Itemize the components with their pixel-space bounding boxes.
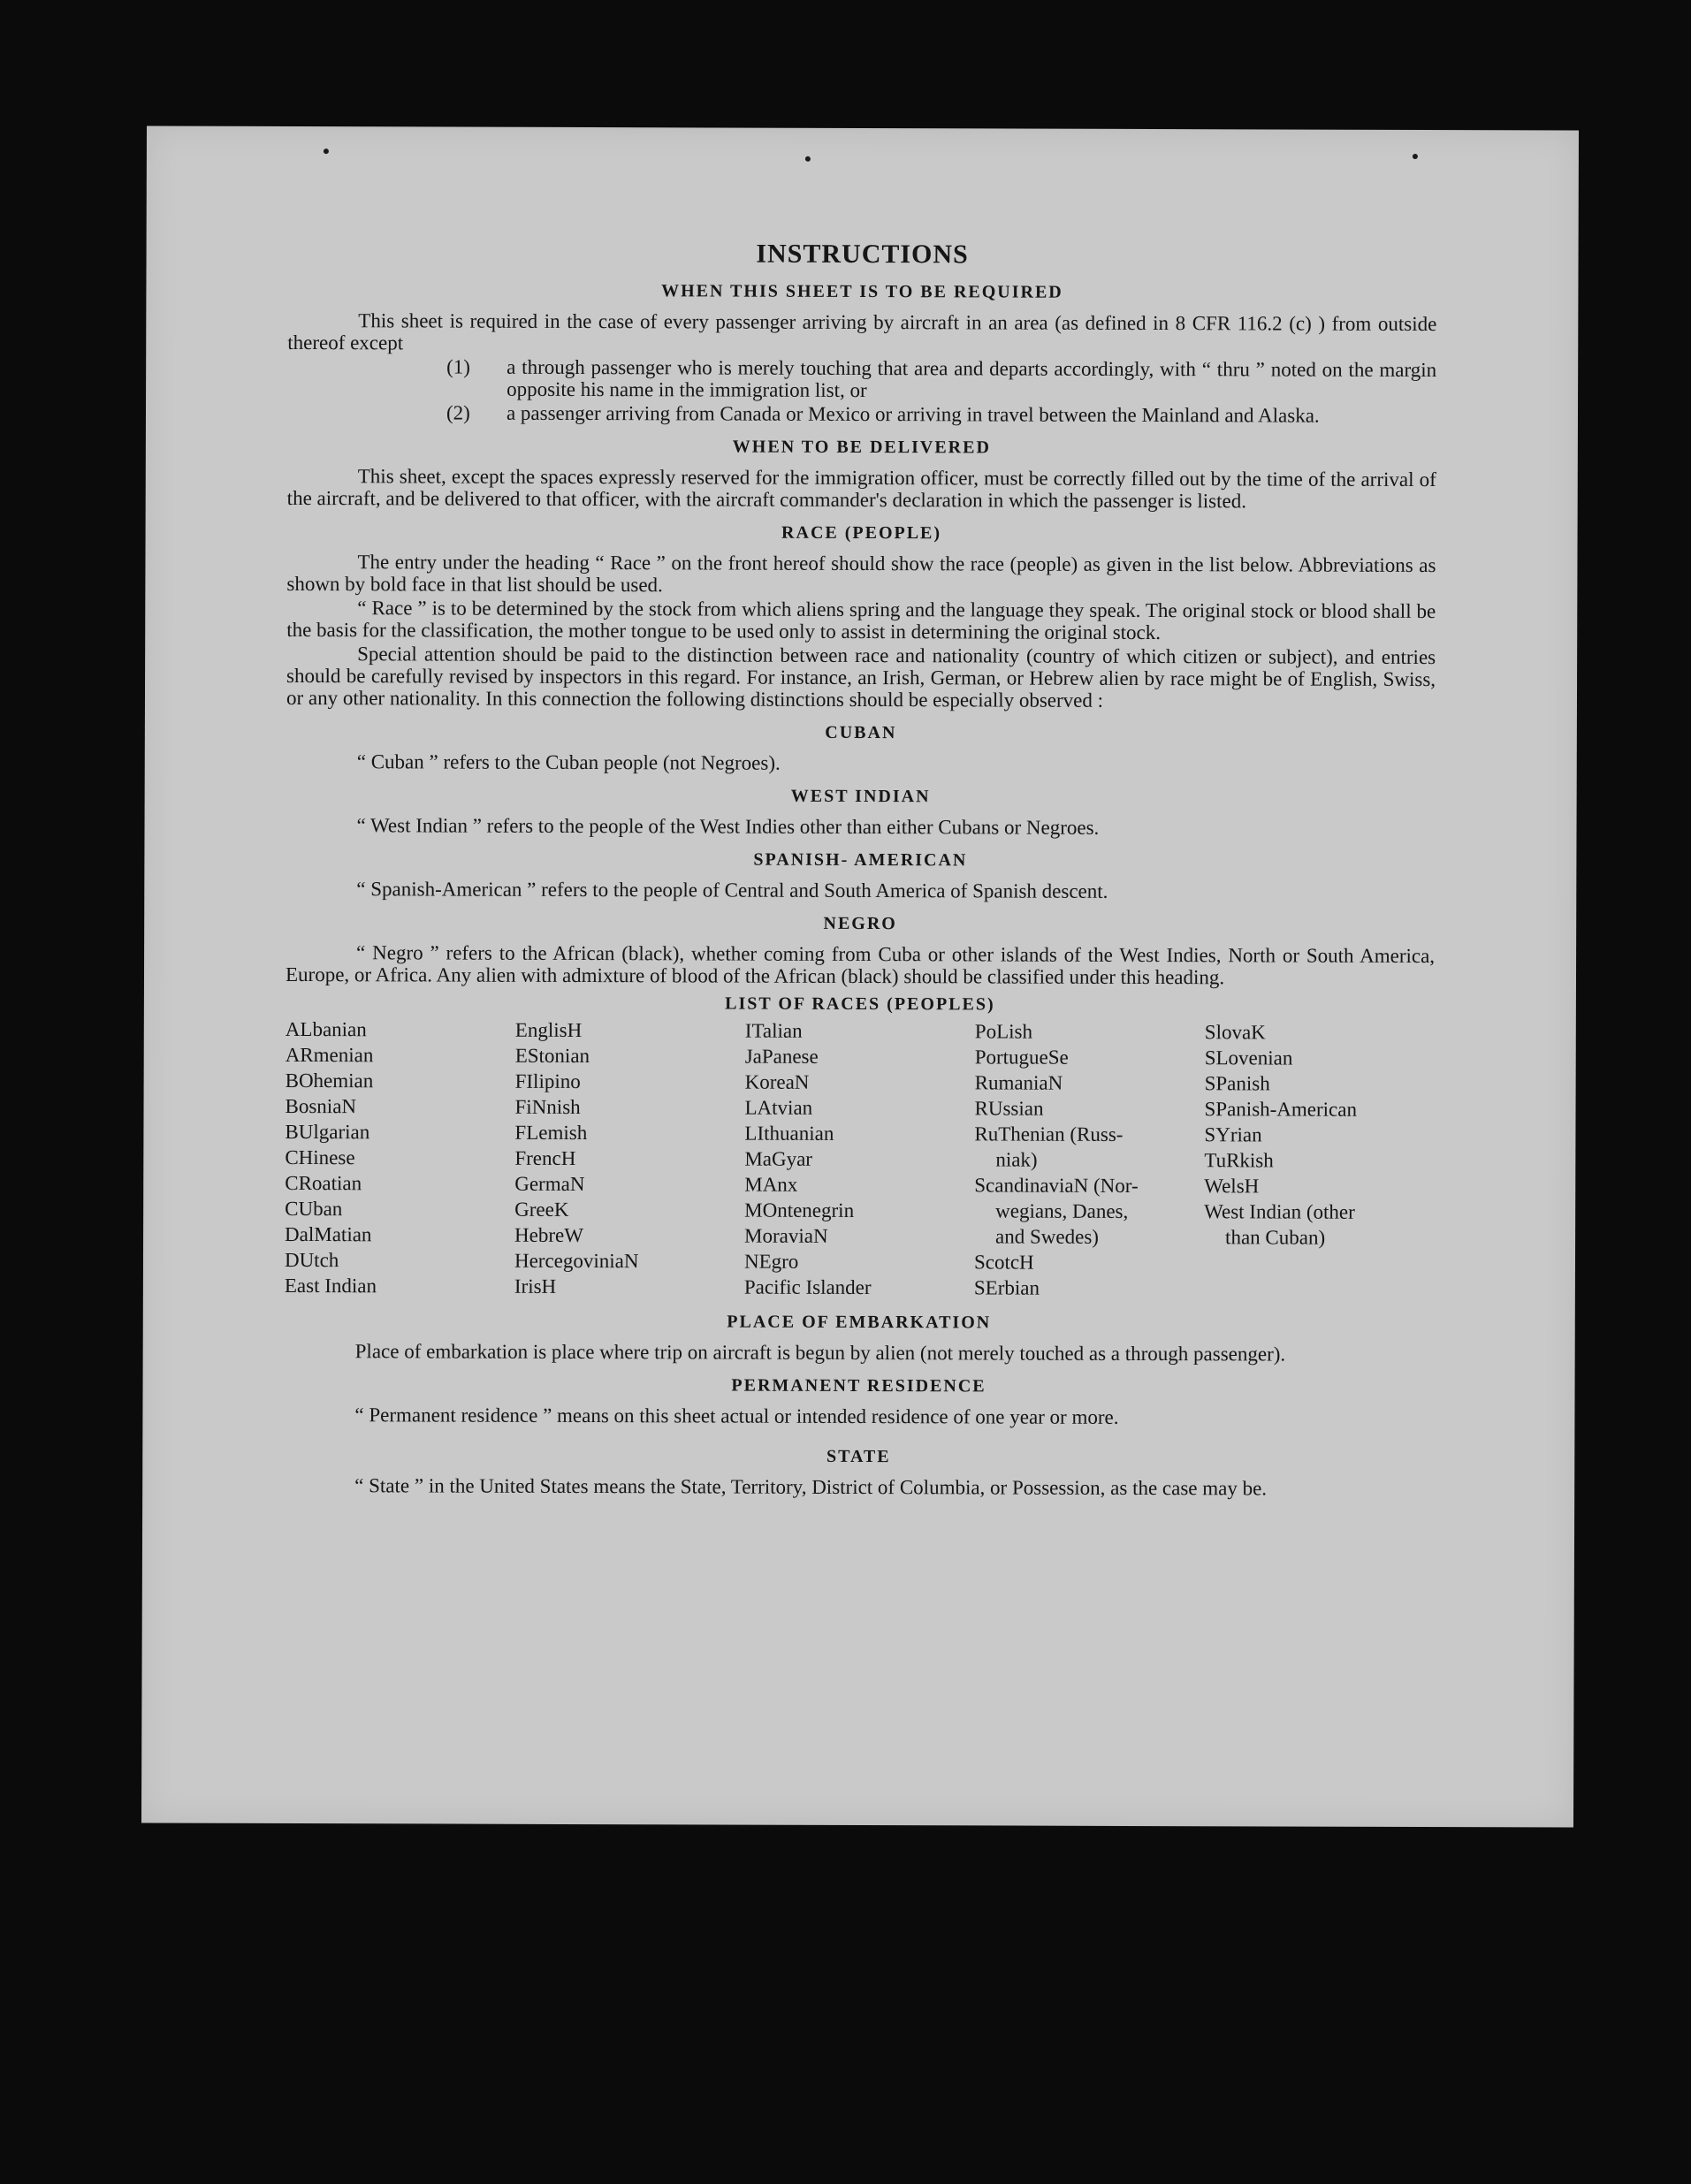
paragraph: The entry under the heading “ Race ” on the front hereof should show the race (people) as given in the list below. Abbreviations as shown by bold face in that list should be used. <box>286 551 1436 597</box>
race-item: KoreaN <box>744 1070 810 1093</box>
paragraph: “ Cuban ” refers to the Cuban people (not Negroes). <box>356 750 781 774</box>
paragraph: Place of embarkation is place where trip on aircraft is begun by alien (not merely touched as a through passenger). <box>354 1340 1286 1366</box>
instructions-content <box>284 238 1436 1502</box>
race-item: CUban <box>285 1197 343 1221</box>
section-heading: SPANISH- AMERICAN <box>753 849 968 871</box>
race-item: BOhemian <box>285 1069 374 1092</box>
race-item: SYrian <box>1204 1123 1262 1146</box>
paragraph: This sheet is required in the case of every passenger arriving by aircraft in an area (as defined in 8 CFR 116.2 (c) ) from outside thereof except <box>287 309 1437 354</box>
paragraph: Special attention should be paid to the distinction between race and nationality (country of which citizen or subject), and entries should be carefully revised by inspectors in this regard. For instance, an Irish, German, or Hebrew alien by race might be of English, Swiss, or any other nationality. In this connection the following distinctions should be especially observed : <box>286 643 1436 712</box>
paragraph: “ Race ” is to be determined by the stock from which aliens spring and the language they speak. The original stock or blood shall be the basis for the classification, the mother tongue to be used only to assist in determining the original stock. <box>286 597 1436 644</box>
paragraph: This sheet, except the spaces expressly reserved for the immigration officer, must be correctly filled out by the time of the arrival of the aircraft, and be delivered to that officer, with the aircraft commander's declaration in which the passenger is listed. <box>286 465 1436 513</box>
race-item: ScotcH <box>973 1251 1034 1274</box>
race-item: RumaniaN <box>974 1071 1063 1094</box>
race-item: PortugueSe <box>974 1046 1069 1069</box>
race-item: WelsH <box>1204 1175 1260 1198</box>
race-item: EnglisH <box>514 1018 583 1042</box>
race-column <box>285 1016 515 1299</box>
race-item: SlovaK <box>1204 1021 1266 1044</box>
race-column <box>744 1018 975 1301</box>
punch-mark <box>805 156 811 162</box>
section-heading: NEGRO <box>823 913 897 934</box>
race-item: ALbanian <box>285 1017 367 1041</box>
section-heading: PERMANENT RESIDENCE <box>731 1375 986 1396</box>
race-item: DUtch <box>284 1248 339 1272</box>
race-item: LAtvian <box>744 1096 813 1119</box>
race-item: RUssian <box>974 1097 1044 1120</box>
paragraph: “ Negro ” refers to the African (black), whether coming from Cuba or other islands of the West Indies, North or South America, Europe, or Africa. Any alien with admixture of blood of the African (black) should be classified under this heading. <box>285 941 1436 989</box>
race-item: GreeK <box>514 1198 569 1221</box>
race-item: HebreW <box>514 1223 584 1247</box>
race-item: LIthuanian <box>744 1122 834 1145</box>
race-item: MoraviaN <box>744 1224 828 1247</box>
item-number: (2) <box>446 401 470 424</box>
list-item <box>287 355 1436 403</box>
race-list <box>285 1016 1435 1302</box>
paragraph: “ West Indian ” refers to the people of the West Indies other than either Cubans or Negroes. <box>356 814 1100 839</box>
race-item: RuThenian (Russ- <box>974 1122 1124 1145</box>
race-item: NEgro <box>743 1250 799 1273</box>
race-item: EStonian <box>514 1044 590 1068</box>
section-heading: PLACE OF EMBARKATION <box>727 1312 992 1333</box>
race-item: ITalian <box>744 1019 803 1042</box>
race-item: SPanish-American <box>1204 1098 1358 1121</box>
race-item: SPanish <box>1204 1072 1270 1095</box>
section-heading: STATE <box>826 1446 891 1467</box>
race-item: ARmenian <box>285 1043 374 1067</box>
race-item: DalMatian <box>285 1222 372 1246</box>
race-column <box>1204 1019 1435 1302</box>
race-item: FrencH <box>514 1146 576 1169</box>
punch-mark <box>1413 154 1418 159</box>
race-item: wegians, Danes, <box>995 1199 1129 1222</box>
race-item: IrisH <box>514 1275 557 1297</box>
race-item: MAnx <box>744 1173 798 1196</box>
race-item: SLovenian <box>1204 1046 1293 1069</box>
paragraph: “ Spanish-American ” refers to the people of Central and South America of Spanish descent. <box>356 878 1108 902</box>
race-item: CHinese <box>285 1145 355 1169</box>
race-item: HercegoviniaN <box>514 1249 639 1273</box>
section-heading: WHEN THIS SHEET IS TO BE REQUIRED <box>661 281 1063 302</box>
section-heading: LIST OF RACES (PEOPLES) <box>725 993 995 1015</box>
race-item: FiNnish <box>514 1095 581 1119</box>
document-sheet <box>141 126 1579 1827</box>
punch-mark <box>324 148 329 154</box>
list-item <box>287 401 1436 427</box>
race-item: Pacific Islander <box>743 1275 872 1299</box>
race-item: MaGyar <box>744 1147 813 1170</box>
paragraph: “ State ” in the United States means the State, Territory, District of Columbia, or Possession, as the case may be. <box>354 1474 1268 1500</box>
race-item: than Cuban) <box>1225 1226 1326 1249</box>
section-heading: RACE (PEOPLE) <box>781 522 942 544</box>
race-column <box>514 1017 745 1300</box>
race-item: West Indian (other <box>1204 1200 1355 1223</box>
race-item: CRoatian <box>285 1171 362 1195</box>
page-title: INSTRUCTIONS <box>756 239 969 270</box>
section-heading: WHEN TO BE DELIVERED <box>732 437 991 458</box>
race-item: GermaN <box>514 1172 585 1196</box>
race-column <box>974 1018 1205 1301</box>
race-item: PoLish <box>974 1020 1033 1043</box>
item-text: a passenger arriving from Canada or Mexico or arriving in travel between the Mainland and Alaska. <box>506 401 1320 427</box>
section-heading: WEST INDIAN <box>790 786 931 807</box>
paragraph: “ Permanent residence ” means on this sheet actual or intended residence of one year or more. <box>354 1404 1119 1428</box>
section-heading: CUBAN <box>825 722 897 743</box>
race-item: ScandinaviaN (Nor- <box>974 1174 1139 1197</box>
race-item: and Swedes) <box>995 1225 1100 1248</box>
race-item: BosniaN <box>285 1094 357 1118</box>
race-item: FLemish <box>514 1121 588 1145</box>
race-item: MOntenegrin <box>744 1199 855 1221</box>
item-text: a through passenger who is merely touching that area and departs accordingly, with “ thru ” noted on the margin opposite his name in the immigration list, or <box>507 355 1437 402</box>
race-item: BUlgarian <box>285 1120 370 1144</box>
race-item: niak) <box>995 1148 1038 1171</box>
race-item: FIlipino <box>514 1069 581 1093</box>
race-item: TuRkish <box>1204 1149 1274 1172</box>
race-item: SErbian <box>973 1276 1040 1299</box>
race-item: East Indian <box>284 1274 377 1297</box>
item-number: (1) <box>446 355 471 378</box>
race-item: JaPanese <box>744 1045 819 1068</box>
